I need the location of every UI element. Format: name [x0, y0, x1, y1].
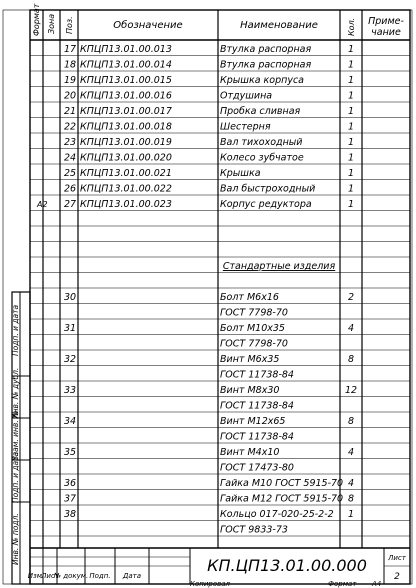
row-name: Пробка сливная	[220, 106, 301, 117]
row-pos: 37	[64, 493, 77, 505]
row-qty: 8	[347, 354, 355, 365]
row-name: Вал тихоходный	[220, 137, 303, 148]
row-qty: 1	[347, 168, 355, 179]
row-name: Вал быстроходный	[220, 183, 316, 195]
row-pos: 22	[64, 121, 77, 133]
title-sheet-label: Лист	[388, 554, 406, 562]
header-note-2: чание	[371, 27, 401, 38]
row-name: ГОСТ 9833-73	[220, 524, 288, 536]
row-name: Крышка	[220, 168, 261, 179]
row-name: Колесо зубчатое	[220, 152, 304, 164]
row-pos: 36	[64, 478, 77, 489]
section-title: Стандартные изделия	[222, 261, 336, 272]
row-designation: КПЦП13.01.00.016	[80, 90, 172, 102]
row-pos: 18	[64, 59, 77, 71]
row-designation: КПЦП13.01.00.023	[80, 199, 172, 210]
row-qty: 1	[347, 75, 355, 86]
title-col-label: Изм.	[27, 572, 45, 580]
row-qty: 8	[347, 416, 355, 427]
header-qty: Кол.	[347, 17, 356, 36]
row-name: Корпус редуктора	[220, 199, 312, 210]
row-pos: 34	[64, 416, 77, 427]
row-qty: 1	[347, 152, 355, 164]
side-label: Инв. № подл.	[11, 513, 20, 565]
row-name: ГОСТ 11738-84	[220, 369, 294, 381]
row-designation: КПЦП13.01.00.020	[80, 152, 172, 164]
row-pos: 20	[64, 90, 77, 102]
row-qty: 8	[347, 493, 355, 505]
row-qty: 1	[347, 59, 355, 71]
row-name: Кольцо 017-020-25-2-2	[220, 509, 334, 520]
row-pos: 38	[64, 509, 77, 520]
header-name: Наименование	[240, 20, 318, 31]
row-pos: 17	[64, 44, 77, 55]
row-pos: 19	[64, 75, 77, 86]
row-designation: КПЦП13.01.00.014	[80, 59, 172, 71]
side-label: Взам. инв. №	[11, 410, 20, 461]
row-name: Винт М4х10	[220, 447, 280, 458]
row-name: ГОСТ 11738-84	[220, 400, 294, 412]
row-name: Болт М6х16	[220, 292, 279, 303]
table-content	[11, 3, 407, 588]
row-qty: 2	[347, 292, 355, 303]
side-label: Подп. и дата	[11, 304, 20, 356]
row-name: Винт М12х65	[220, 416, 286, 427]
row-pos: 24	[64, 152, 77, 164]
row-designation: КПЦП13.01.00.015	[80, 75, 172, 86]
header-zone: Зона	[47, 13, 56, 34]
row-name: Винт М8х30	[220, 385, 280, 396]
row-designation: КПЦП13.01.00.022	[80, 183, 172, 195]
row-name: ГОСТ 7798-70	[220, 338, 288, 350]
row-pos: 35	[64, 447, 77, 458]
title-designation: КП.ЦП13.01.00.000	[207, 556, 367, 575]
row-name: Болт М10х35	[220, 323, 285, 334]
header-designation: Обозначение	[113, 20, 183, 31]
row-designation: КПЦП13.01.00.019	[80, 137, 172, 148]
row-qty: 12	[344, 385, 358, 396]
row-name: Гайка М12 ГОСТ 5915-70	[220, 493, 344, 505]
row-format: А2	[37, 200, 48, 209]
row-name: ГОСТ 11738-84	[220, 431, 294, 443]
title-col-label: Дата	[122, 572, 142, 580]
row-qty: 1	[347, 90, 355, 102]
row-designation: КПЦП13.01.00.017	[80, 106, 172, 117]
row-pos: 25	[64, 168, 77, 179]
row-pos: 21	[64, 106, 77, 117]
row-qty: 1	[347, 106, 355, 117]
row-designation: КПЦП13.01.00.018	[80, 121, 172, 133]
row-name: ГОСТ 7798-70	[220, 307, 288, 319]
title-sheet-number: 2	[394, 572, 400, 582]
row-qty: 4	[347, 478, 355, 489]
row-designation: КПЦП13.01.00.021	[80, 168, 172, 179]
row-pos: 27	[64, 199, 77, 210]
row-qty: 4	[347, 447, 355, 458]
row-pos: 30	[64, 292, 77, 303]
row-pos: 31	[64, 323, 77, 334]
row-pos: 33	[64, 385, 77, 396]
side-label: Инв. № дубл.	[11, 367, 20, 419]
row-pos: 23	[64, 137, 77, 148]
row-pos: 26	[64, 183, 77, 195]
format-label: Формат	[328, 580, 357, 588]
row-designation: КПЦП13.01.00.013	[80, 44, 172, 55]
format-value: А4	[372, 580, 382, 588]
row-qty: 1	[347, 199, 355, 210]
header-format: Формат	[32, 3, 41, 36]
row-name: Винт М6х35	[220, 354, 280, 365]
row-qty: 1	[347, 137, 355, 148]
row-name: Шестерня	[220, 121, 271, 133]
row-qty: 1	[347, 509, 355, 520]
row-qty: 1	[347, 183, 355, 195]
title-col-label: Лист	[41, 572, 59, 580]
header-pos: Поз.	[65, 16, 74, 34]
row-pos: 32	[64, 354, 77, 365]
row-name: Втулка распорная	[220, 59, 312, 71]
row-name: Отдушина	[220, 90, 273, 102]
row-qty: 4	[347, 323, 355, 334]
row-qty: 1	[347, 44, 355, 55]
row-name: ГОСТ 17473-80	[220, 462, 294, 474]
title-col-label: № докум.	[53, 572, 89, 580]
row-name: Крышка корпуса	[220, 75, 305, 86]
row-name: Втулка распорная	[220, 44, 312, 55]
side-label: Подп. и дата	[11, 451, 20, 503]
copied-label: Копировал	[190, 580, 230, 588]
row-qty: 1	[347, 121, 355, 133]
header-note-1: Приме-	[368, 16, 404, 27]
title-col-label: Подп.	[89, 572, 111, 580]
row-name: Гайка М10 ГОСТ 5915-70	[220, 478, 344, 489]
